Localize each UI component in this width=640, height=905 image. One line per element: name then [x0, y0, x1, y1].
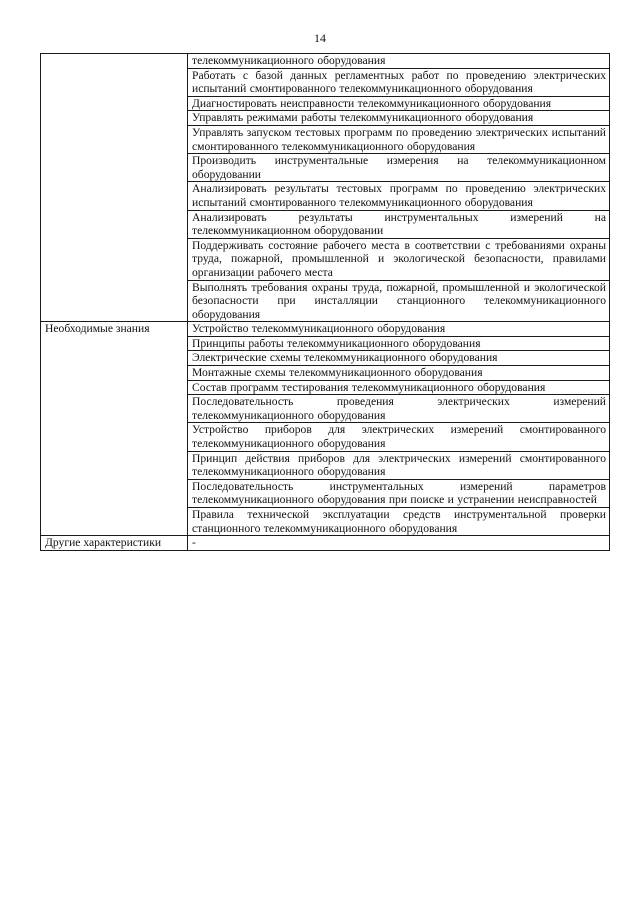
knowledge-item: Устройство приборов для электрических измерений смонтированного телекоммуникационного оборудования — [188, 423, 610, 451]
table-body — [41, 54, 610, 551]
table-row — [41, 54, 610, 69]
skill-item: Диагностировать неисправности телекоммуникационного оборудования — [188, 96, 610, 111]
other-value: - — [188, 536, 610, 551]
skill-item: Выполнять требования охраны труда, пожарной, промышленной и экологической безопасности при инсталляции станционного телекоммуникационного оборудования — [188, 280, 610, 322]
skill-item: Производить инструментальные измерения на телекоммуникационном оборудовании — [188, 154, 610, 182]
skill-item: Управлять режимами работы телекоммуникационного оборудования — [188, 111, 610, 126]
page-number: 14 — [314, 31, 326, 45]
knowledge-item: Принципы работы телекоммуникационного оборудования — [188, 336, 610, 351]
knowledge-label: Необходимые знания — [41, 322, 188, 536]
skill-item: Анализировать результаты инструментальных измерений на телекоммуникационном оборудовании — [188, 210, 610, 238]
other-label: Другие характеристики — [41, 536, 188, 551]
skill-item: Управлять запуском тестовых программ по проведению электрических испытаний смонтированного телекоммуникационного оборудования — [188, 125, 610, 153]
knowledge-item: Электрические схемы телекоммуникационного оборудования — [188, 351, 610, 366]
skill-item: Анализировать результаты тестовых программ по проведению электрических испытаний смонтированного телекоммуникационного оборудования — [188, 182, 610, 210]
skills-table — [40, 53, 610, 551]
knowledge-item: Устройство телекоммуникационного оборудования — [188, 322, 610, 337]
skill-item: телекоммуникационного оборудования — [188, 54, 610, 69]
knowledge-item: Принцип действия приборов для электрических измерений смонтированного телекоммуникационного оборудования — [188, 451, 610, 479]
knowledge-item: Монтажные схемы телекоммуникационного оборудования — [188, 366, 610, 381]
skill-item: Поддерживать состояние рабочего места в соответствии с требованиями охраны труда, пожарной, промышленной и экологической безопасности, правилами организации рабочего места — [188, 238, 610, 280]
table-row — [41, 536, 610, 551]
knowledge-item: Последовательность проведения электрических измерений телекоммуникационного оборудования — [188, 395, 610, 423]
knowledge-item: Состав программ тестирования телекоммуникационного оборудования — [188, 380, 610, 395]
table-row — [41, 322, 610, 337]
knowledge-item: Правила технической эксплуатации средств инструментальной проверки станционного телекоммуникационного оборудования — [188, 508, 610, 536]
skill-item: Работать с базой данных регламентных работ по проведению электрических испытаний смонтированного телекоммуникационного оборудования — [188, 68, 610, 96]
knowledge-item: Последовательность инструментальных измерений параметров телекоммуникационного оборудования при поиске и устранении неисправностей — [188, 479, 610, 507]
empty-label-cell — [41, 54, 188, 322]
